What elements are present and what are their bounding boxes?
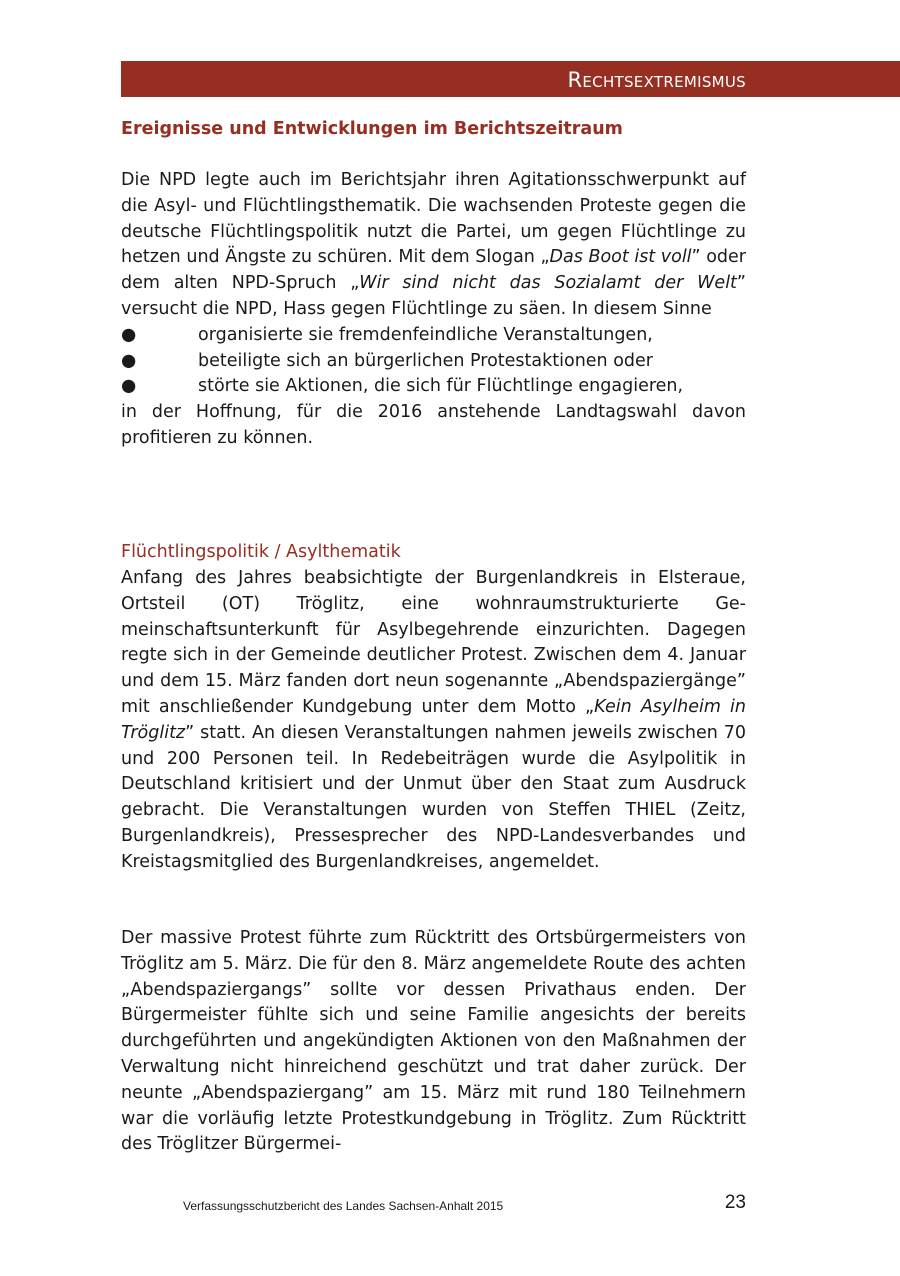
page-number: 23 xyxy=(724,1192,746,1213)
chapter-header-bar xyxy=(121,61,900,97)
intro-text-a: Die NPD legte auch im Berichtsjahr ihren Agitationsschwerpunkt auf die Asyl- und Flüchtlingsthematik. Die wachsenden Proteste gegen die deutsche Flüchtlingspolitik nutzt die Partei, um gegen Flüchtlinge zu hetzen und Ängste zu schüren. Mit dem Slogan „ xyxy=(121,170,746,268)
slogan-quote-2: Wir sind nicht das Sozialamt der Welt xyxy=(359,273,737,294)
bullet-text: organisierte sie fremdenfeindliche Veranstaltungen, xyxy=(198,324,653,345)
bullet-dot-icon: ● xyxy=(121,324,137,345)
bullet-item xyxy=(121,323,746,349)
section-heading: Ereignisse und Entwicklungen im Berichtszeitraum xyxy=(121,119,623,139)
bullet-dot-icon: ● xyxy=(121,350,137,371)
intro-paragraph xyxy=(121,168,746,323)
footer-source: Verfassungsschutzbericht des Landes Sachsen-Anhalt 2015 xyxy=(183,1199,504,1213)
intro-closing: in der Hoffnung, für die 2016 anstehende Landtagswahl davon profitieren zu können. xyxy=(121,402,746,448)
bullet-text: beteiligte sich an bürgerlichen Protestaktionen oder xyxy=(198,350,653,371)
intro-text-b: ” oder dem alten NPD-Spruch „ xyxy=(121,247,746,294)
motto-quote: Kein Asylheim in Tröglitz xyxy=(121,696,746,743)
bullet-item xyxy=(121,374,746,400)
slogan-quote-1: Das Boot ist voll xyxy=(549,247,692,268)
bullet-dot-icon: ● xyxy=(121,376,137,397)
bullet-list xyxy=(121,323,746,400)
body-paragraph-1 xyxy=(121,566,746,876)
para2-text-a: Anfang des Jahres beabsichtigte der Burgenlandkreis in Elsteraue, Ortsteil (OT) Tröglitz, eine wohnraumstrukturierte Gemeinschaftsunterkunft für Asylbegehrende einzurichten. Dagegen regte sich in der Gemeinde deutlicher Protest. Zwischen dem 4. Januar und dem 15. März fanden dort neun sogenannte „Abendspaziergänge” mit anschließender Kundgebung unter dem Motto „ xyxy=(121,568,746,717)
bullet-text: störte sie Aktionen, die sich für Flüchtlinge engagieren, xyxy=(198,376,684,397)
intro-text-c: ” versucht die NPD, Hass gegen Flüchtlinge zu säen. In diesem Sinne xyxy=(121,273,746,319)
bullet-item xyxy=(121,349,746,375)
intro-block xyxy=(121,168,746,452)
subsection-heading: Flüchtlingspolitik / Asylthematik xyxy=(121,542,401,562)
chapter-title: Rechtsextremismus xyxy=(567,68,746,92)
body-paragraph-2 xyxy=(121,926,746,1158)
para2-text-b: ” statt. An diesen Veranstaltungen nahmen jeweils zwischen 70 und 200 Personen teil. In Redebeiträgen wurde die Asylpolitik in Deutschland kritisiert und der Unmut über den Staat zum Ausdruck gebracht. Die Veranstaltungen wurden von Steffen THIEL (Zeitz, Burgenlandkreis), Pressesprecher des NPD-Landesverbandes und Kreistagsmitglied des Burgenlandkreises, angemeldet. xyxy=(121,722,746,872)
para3-text: Der massive Protest führte zum Rücktritt des Ortsbürgermeisters von Tröglitz am 5. März. Die für den 8. März angemeldete Route des achten „Abendspaziergangs” sollte vor dessen Privathaus enden. Der Bürgermeister fühlte sich und seine Familie angesichts der bereits durchgeführten und angekündigten Aktionen von den Maßnahmen der Verwaltung nicht hinreichend geschützt und trat daher zurück. Der neunte „Abendspaziergang” am 15. März mit rund 180 Teilnehmern war die vorläufig letzte Protestkundgebung in Tröglitz. Zum Rücktritt des Tröglitzer Bürgermei- xyxy=(121,928,746,1155)
